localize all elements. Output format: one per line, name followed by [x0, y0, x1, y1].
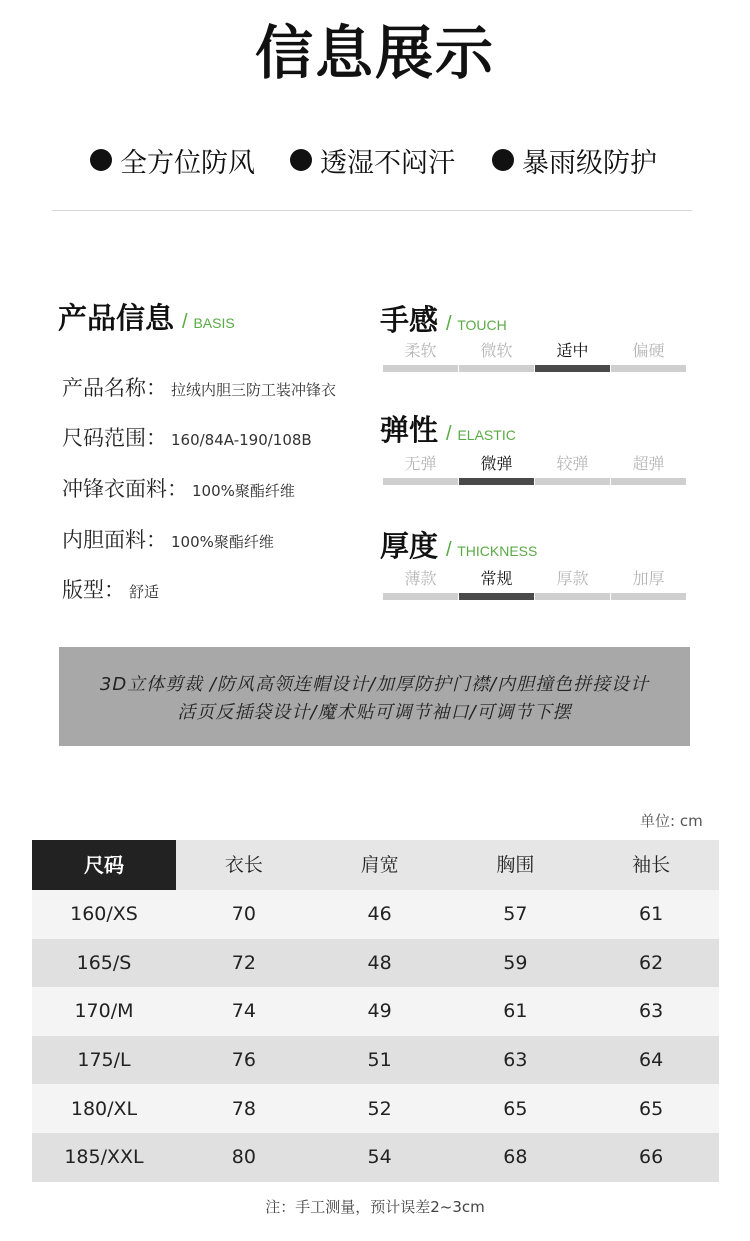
rating-heading-cn: 弹性 [380, 413, 439, 447]
rating-heading-cn: 厚度 [380, 529, 439, 563]
rating-option [383, 338, 458, 372]
table-row [32, 1084, 719, 1133]
rating-option-label: 较弹 [556, 454, 589, 473]
feature-item [492, 140, 657, 180]
rating-bar [459, 478, 534, 485]
table-cell: 78 [231, 1097, 256, 1120]
table-cell: 61 [503, 1000, 528, 1023]
table-header-cell: 袖长 [632, 854, 671, 876]
table-cell: 57 [503, 903, 528, 926]
rating-bar [383, 593, 458, 600]
rating-heading-en: / ELASTIC [446, 423, 516, 445]
bullet-icon [90, 149, 112, 171]
design-features-box [59, 647, 690, 746]
table-cell: 61 [639, 903, 664, 926]
rating-option-selected [459, 566, 534, 600]
info-row-fit [62, 574, 159, 604]
feature-item [90, 140, 255, 180]
rating-thickness [380, 524, 715, 604]
table-cell: 74 [231, 1000, 256, 1023]
table-cell: 72 [231, 951, 256, 974]
table-row [32, 890, 719, 939]
info-value: 100%聚酯纤维 [192, 482, 295, 500]
table-row [32, 987, 719, 1036]
rating-bar [611, 593, 686, 600]
basis-heading-cn: 产品信息 [58, 301, 175, 335]
rating-heading-en: / THICKNESS [446, 539, 538, 561]
info-key: 版型： [62, 578, 125, 602]
rating-heading [380, 298, 715, 339]
table-cell: 66 [639, 1146, 664, 1169]
table-cell: 170/M [74, 1000, 134, 1023]
table-header-cell: 尺码 [32, 840, 176, 890]
table-cell: 65 [503, 1097, 528, 1120]
table-cell: 62 [639, 951, 664, 974]
feature-label: 暴雨级防护 [522, 147, 657, 179]
table-row [32, 939, 719, 988]
rating-option-label: 常规 [480, 569, 513, 588]
table-header-row [32, 840, 719, 890]
rating-bar [611, 365, 686, 372]
feature-label: 全方位防风 [120, 147, 255, 179]
info-key: 内胆面料： [62, 528, 167, 552]
info-value: 拉绒内胆三防工装冲锋衣 [171, 381, 337, 399]
table-cell: 76 [231, 1049, 256, 1072]
design-features-line: 3D立体剪裁 /防风高领连帽设计/加厚防护门襟/内胆撞色拼接设计 [99, 674, 650, 695]
basis-heading [58, 296, 235, 337]
unit-label: 单位: cm [640, 812, 703, 830]
rating-option-label: 适中 [556, 341, 589, 360]
rating-bar [383, 478, 458, 485]
table-cell: 63 [503, 1049, 528, 1072]
rating-bar [459, 365, 534, 372]
info-row-name [62, 372, 336, 402]
rating-option-label: 超弹 [632, 454, 665, 473]
table-cell: 52 [367, 1097, 392, 1120]
table-cell: 54 [367, 1146, 392, 1169]
table-cell: 160/XS [70, 903, 138, 926]
table-cell: 46 [367, 903, 392, 926]
size-table [32, 840, 719, 1182]
table-cell: 70 [231, 903, 256, 926]
rating-option-label: 薄款 [404, 569, 437, 588]
basis-heading-en-text: BASIS [193, 315, 235, 331]
rating-option [611, 338, 686, 372]
bullet-icon [492, 149, 514, 171]
table-cell: 64 [639, 1049, 664, 1072]
table-cell: 51 [367, 1049, 392, 1072]
rating-option-selected [459, 451, 534, 485]
rating-touch [380, 298, 715, 378]
info-key: 产品名称： [62, 376, 167, 400]
rating-heading [380, 524, 715, 565]
rating-option-label: 柔软 [404, 341, 437, 360]
feature-label: 透湿不闷汗 [320, 147, 455, 179]
feature-list [0, 140, 750, 180]
rating-heading-en-text: THICKNESS [457, 543, 538, 559]
rating-heading-cn: 手感 [380, 303, 439, 337]
bullet-icon [290, 149, 312, 171]
rating-option-label: 加厚 [632, 569, 665, 588]
rating-heading [380, 408, 715, 449]
rating-option [535, 566, 610, 600]
table-cell: 65 [639, 1097, 664, 1120]
divider [52, 210, 692, 211]
rating-option-label: 无弹 [404, 454, 437, 473]
info-row-lining-fabric [62, 524, 274, 554]
table-cell: 80 [231, 1146, 256, 1169]
info-key: 冲锋衣面料： [62, 477, 188, 501]
table-header-cell: 胸围 [496, 854, 535, 876]
rating-option [383, 566, 458, 600]
rating-bar [535, 478, 610, 485]
rating-option [535, 451, 610, 485]
table-cell: 175/L [77, 1049, 131, 1072]
table-header-cell: 肩宽 [360, 854, 399, 876]
table-cell: 68 [503, 1146, 528, 1169]
info-row-shell-fabric [62, 473, 295, 503]
info-value: 100%聚酯纤维 [171, 533, 274, 551]
rating-bar [535, 593, 610, 600]
rating-option-label: 微弹 [480, 454, 513, 473]
feature-item [290, 140, 455, 180]
measurement-note: 注：手工测量，预计误差2~3cm [265, 1198, 485, 1216]
rating-heading-en: / TOUCH [446, 313, 507, 335]
rating-heading-en-text: TOUCH [457, 317, 507, 333]
table-row [32, 1036, 719, 1085]
rating-heading-en-text: ELASTIC [457, 427, 516, 443]
info-value: 舒适 [129, 583, 160, 601]
table-cell: 180/XL [70, 1097, 138, 1120]
table-row [32, 1133, 719, 1182]
rating-option [611, 451, 686, 485]
info-key: 尺码范围： [62, 426, 167, 450]
rating-option [383, 451, 458, 485]
table-cell: 185/XXL [64, 1146, 144, 1169]
table-cell: 165/S [76, 951, 132, 974]
rating-option-label: 偏硬 [632, 341, 665, 360]
basis-heading-en: / BASIS [182, 311, 235, 333]
info-row-size-range [62, 422, 312, 452]
rating-option [611, 566, 686, 600]
rating-option-label: 微软 [480, 341, 513, 360]
page-title: 信息展示 [254, 19, 495, 87]
table-cell: 63 [639, 1000, 664, 1023]
rating-option-label: 厚款 [556, 569, 589, 588]
rating-bar [611, 478, 686, 485]
design-features-line: 活页反插袋设计/魔术贴可调节袖口/可调节下摆 [177, 702, 572, 723]
rating-bar [535, 365, 610, 372]
table-cell: 59 [503, 951, 528, 974]
rating-bar [459, 593, 534, 600]
info-value: 160/84A-190/108B [171, 431, 312, 449]
rating-option [459, 338, 534, 372]
rating-bar [383, 365, 458, 372]
rating-option-selected [535, 338, 610, 372]
table-header-cell: 衣长 [224, 854, 263, 876]
table-cell: 49 [367, 1000, 392, 1023]
rating-elastic [380, 408, 715, 488]
table-cell: 48 [367, 951, 392, 974]
